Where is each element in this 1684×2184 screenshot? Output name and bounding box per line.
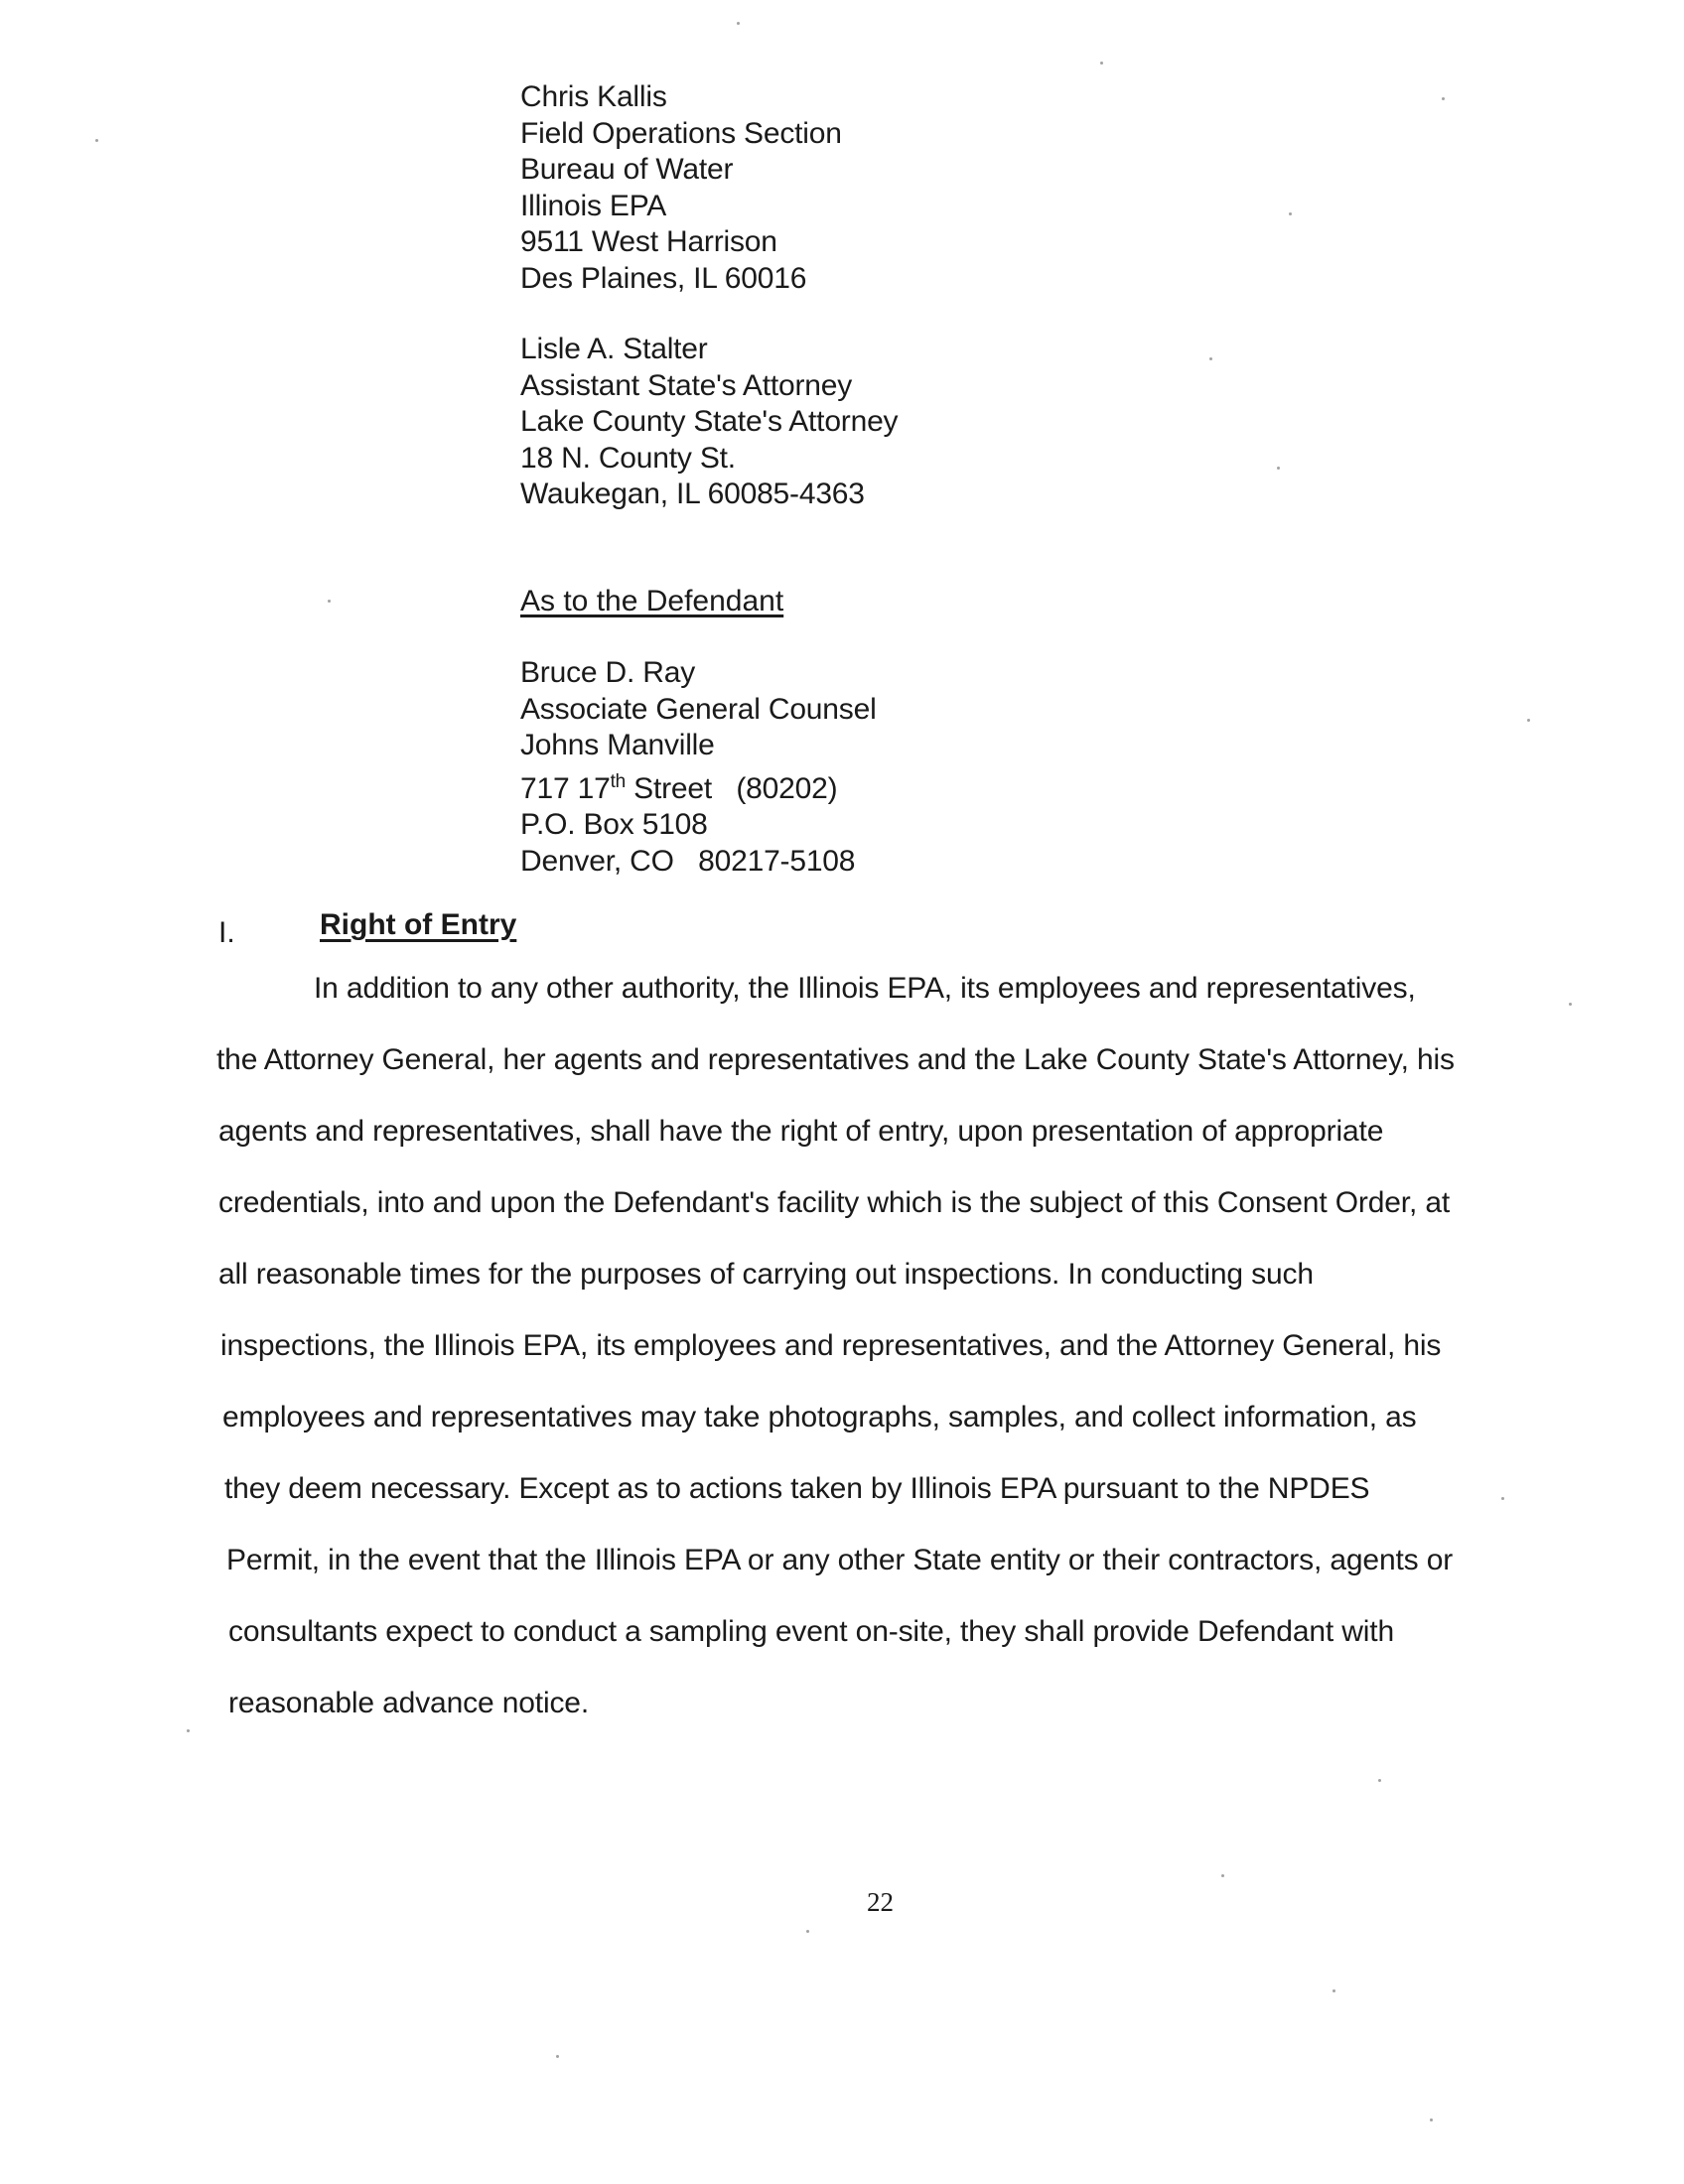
scan-speck — [1221, 1874, 1224, 1877]
paragraph-line: credentials, into and upon the Defendant's facility which is the subject of this Consent Order, at — [218, 1186, 1451, 1219]
street-ordinal: th — [610, 770, 627, 792]
address-line: Field Operations Section — [520, 116, 842, 150]
defendant-title: Associate General Counsel — [520, 692, 877, 726]
paragraph-line: Permit, in the event that the Illinois EPA or any other State entity or their contractors, agents or — [226, 1544, 1454, 1576]
address-line: Lake County State's Attorney — [520, 405, 899, 438]
scan-speck — [1277, 467, 1280, 470]
defendant-name: Bruce D. Ray — [520, 656, 695, 689]
defendant-city: Denver, CO 80217-5108 — [520, 844, 856, 878]
address-line: Assistant State's Attorney — [520, 368, 853, 402]
street-number: 717 17 — [520, 771, 611, 805]
defendant-heading: As to the Defendant — [520, 585, 784, 617]
scan-speck — [1289, 212, 1292, 215]
paragraph-line: In addition to any other authority, the Illinois EPA, its employees and representatives, — [314, 972, 1416, 1005]
section-number: I. — [218, 916, 235, 949]
address-line: 9511 West Harrison — [520, 225, 777, 258]
scan-speck — [1378, 1779, 1381, 1782]
address-line: Des Plaines, IL 60016 — [520, 261, 807, 295]
scan-speck — [1100, 62, 1103, 65]
scan-speck — [806, 1930, 809, 1933]
address-line: Waukegan, IL 60085-4363 — [520, 478, 865, 510]
paragraph-line: all reasonable times for the purposes of carrying out inspections. In conducting such — [218, 1258, 1314, 1291]
address-block-defendant — [520, 655, 877, 880]
scan-speck — [1569, 1003, 1572, 1006]
address-block-kallis — [520, 79, 842, 297]
page-number: 22 — [867, 1887, 894, 1917]
paragraph-line: the Attorney General, her agents and representatives and the Lake County State's Attorney, his — [216, 1043, 1455, 1076]
scan-speck — [1527, 719, 1530, 722]
scan-speck — [1430, 2118, 1433, 2121]
address-line: Bureau of Water — [520, 153, 734, 186]
paragraph-line: they deem necessary. Except as to actions taken by Illinois EPA pursuant to the NPDES — [224, 1472, 1370, 1505]
scan-speck — [737, 22, 740, 25]
scan-speck — [95, 139, 98, 142]
address-block-stalter — [520, 332, 898, 513]
scan-speck — [556, 2055, 559, 2058]
paragraph-line: reasonable advance notice. — [228, 1687, 590, 1719]
paragraph-line: agents and representatives, shall have the right of entry, upon presentation of appropriate — [218, 1115, 1384, 1148]
scan-speck — [328, 600, 331, 603]
address-line: Illinois EPA — [520, 189, 667, 222]
defendant-po-box: P.O. Box 5108 — [520, 808, 708, 841]
scan-speck — [1501, 1497, 1504, 1500]
defendant-company: Johns Manville — [520, 729, 715, 761]
paragraph-line: inspections, the Illinois EPA, its employees and representatives, and the Attorney General, his — [220, 1329, 1442, 1362]
paragraph-line: consultants expect to conduct a sampling event on-site, they shall provide Defendant with — [228, 1615, 1395, 1648]
scan-speck — [1333, 1989, 1335, 1992]
scan-speck — [1442, 97, 1445, 100]
address-line: Lisle A. Stalter — [520, 333, 708, 365]
address-line: 18 N. County St. — [520, 441, 736, 475]
address-line: Chris Kallis — [520, 80, 667, 113]
defendant-street — [520, 764, 877, 808]
street-rest: Street (80202) — [626, 771, 838, 805]
scan-speck — [187, 1729, 190, 1732]
scan-speck — [1209, 357, 1212, 360]
section-title: Right of Entry — [320, 908, 517, 941]
paragraph-line: employees and representatives may take photographs, samples, and collect information, as — [222, 1401, 1417, 1433]
